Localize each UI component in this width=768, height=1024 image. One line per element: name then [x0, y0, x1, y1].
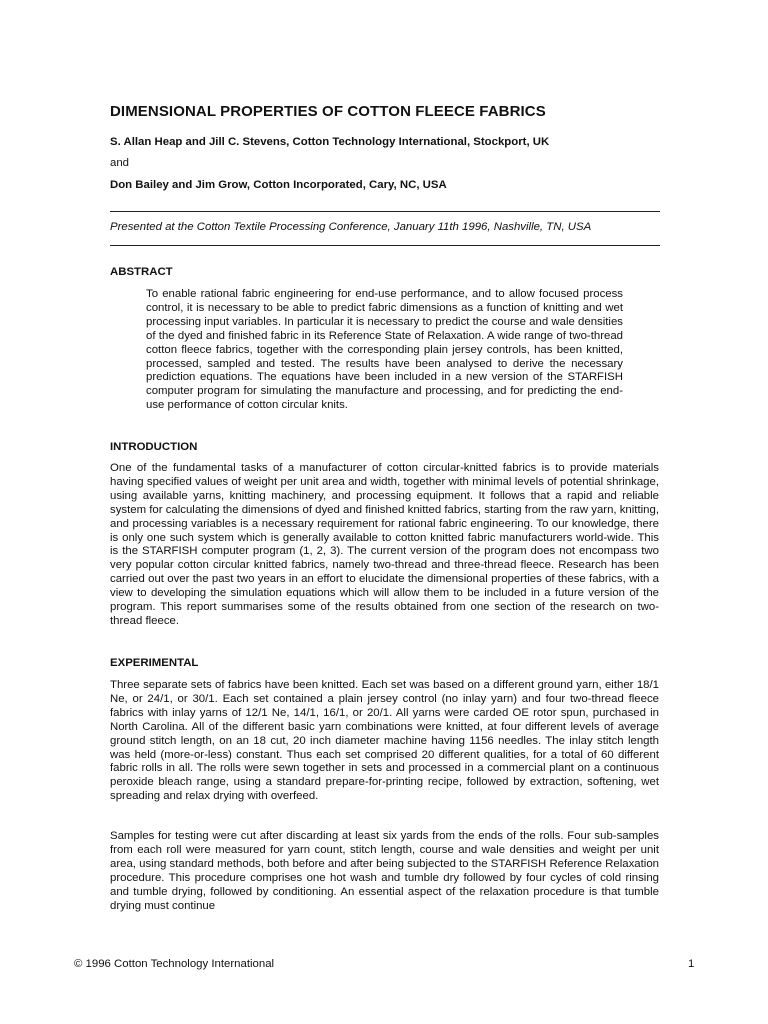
- paper-title: DIMENSIONAL PROPERTIES OF COTTON FLEECE FABRICS: [110, 103, 546, 120]
- bottom-divider: [110, 245, 660, 246]
- footer-copyright: © 1996 Cotton Technology International: [74, 958, 275, 970]
- experimental-text-1: Three separate sets of fabrics have been knitted. Each set was based on a different ground yarn, either 18/1 Ne, or 24/1, or 30/1. Each set contained a plain jersey control (no inlay yarn) and four two-thread fleece fabrics with inlay yarns of 12/1 Ne, 14/1, 16/1, or 20/1. All yarns were carded OE rotor spun, purchased in North Carolina. All of the different basic yarn combinations were knitted, at four different levels of average ground stitch length, on an 18 cut, 20 inch diameter machine having 1156 needles. The inlay stitch length was held (more-or-less) constant. Thus each set comprised 20 different qualities, for a total of 60 different fabric rolls in all. The rolls were sewn together in sets and processed in a commercial plant on a continuous peroxide bleach range, using a standard prepare-for-printing recipe, followed by extraction, softening, wet spreading and relax drying with overfeed.: [110, 679, 659, 803]
- experimental-text-2: Samples for testing were cut after discarding at least six yards from the ends of the rolls. Four sub-samples from each roll were measured for yarn count, stitch length, course and wale densities and weight per unit area, using standard methods, both before and after being subjected to the STARFISH Reference Relaxation procedure. This procedure comprises one hot wash and tumble dry followed by four cycles of cold rinsing and tumble drying, followed by conditioning. An essential aspect of the relaxation procedure is that tumble drying must continue: [110, 830, 659, 912]
- page-number: 1: [688, 958, 695, 970]
- authors-line-1: S. Allan Heap and Jill C. Stevens, Cotton Technology International, Stockport, UK: [110, 136, 550, 148]
- and-connector: and: [110, 157, 130, 169]
- experimental-heading: EXPERIMENTAL: [110, 657, 199, 669]
- abstract-text: To enable rational fabric engineering for end-use performance, and to allow focused process control, it is necessary to be able to predict fabric dimensions as a function of knitting and wet processing input variables. In particular it is necessary to predict the course and wale densities of the dyed and finished fabric in its Reference State of Relaxation. A wide range of two-thread cotton fleece fabrics, together with the corresponding plain jersey controls, has been knitted, processed, sampled and tested. The results have been analysed to derive the necessary prediction equations. The equations have been included in a new version of the STARFISH computer program for simulating the manufacture and processing, and for predicting the end-use performance of cotton circular knits.: [146, 288, 623, 412]
- authors-line-2: Don Bailey and Jim Grow, Cotton Incorporated, Cary, NC, USA: [110, 179, 447, 191]
- introduction-heading: INTRODUCTION: [110, 441, 198, 453]
- abstract-heading: ABSTRACT: [110, 266, 173, 278]
- top-divider: [110, 211, 660, 212]
- presented-note: Presented at the Cotton Textile Processing Conference, January 11th 1996, Nashville, TN, USA: [110, 221, 592, 233]
- introduction-text: One of the fundamental tasks of a manufacturer of cotton circular-knitted fabrics is to provide materials having specified values of weight per unit area and width, together with minimal levels of potential shrinkage, using available yarns, knitting machinery, and processing equipment. It follows that a rapid and reliable system for calculating the dimensions of dyed and finished knitted fabrics, starting from the raw yarn, knitting, and processing variables is a necessary requirement for rational fabric engineering. To our knowledge, there is only one such system which is generally available to cotton knitted fabric manufacturers world-wide. This is the STARFISH computer program (1, 2, 3). The current version of the program does not encompass two very popular cotton circular knitted fabrics, namely two-thread and three-thread fleece. Research has been carried out over the past two years in an effort to elucidate the dimensional properties of these fabrics, with a view to developing the simulation equations which will allow them to be included in a future version of the program. This report summarises some of the results obtained from one section of the research on two-thread fleece.: [110, 462, 659, 627]
